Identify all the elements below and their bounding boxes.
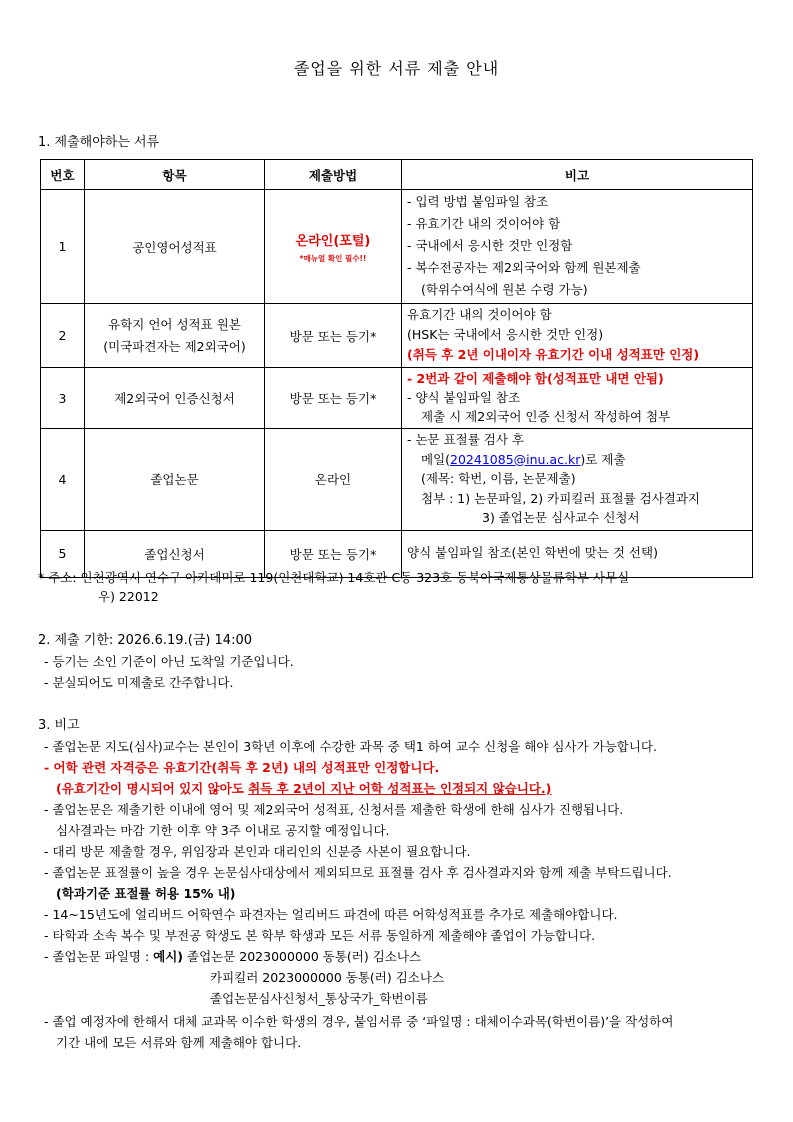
remark-part: (유효기간이 명시되어 있지 않아도 <box>56 781 249 796</box>
row-item: 졸업논문 <box>85 429 265 531</box>
note-line: (HSK는 국내에서 응시한 것만 인정) <box>407 327 604 342</box>
row-method: 온라인 <box>265 429 402 531</box>
note-line: 첨부 : 1) 논문파일, 2) 카피킬러 표절률 검사결과지 <box>421 490 701 506</box>
note-line: - 복수전공자는 제2외국어와 함께 원본제출 <box>407 260 641 275</box>
row-notes <box>402 429 753 531</box>
row-item: 공인영어성적표 <box>85 190 265 304</box>
note-line: - 논문 표절률 검사 후 <box>407 432 525 447</box>
item-line: (미국파견자는 제2외국어) <box>103 338 246 354</box>
filename-example: 카피킬러 2023000000 동통(러) 김소나스 <box>210 970 445 985</box>
row-item: 졸업신청서 <box>85 530 265 577</box>
section-3-heading: 3. 비고 <box>38 718 80 733</box>
table-row <box>41 190 753 304</box>
header-method: 제출방법 <box>265 160 402 190</box>
remark-line-bold: (학과기준 표절률 허용 15% 내) <box>56 886 236 901</box>
section-1-heading: 1. 제출해야하는 서류 <box>38 135 160 150</box>
address-line: * 주소: 인천광역시 연수구 아카데미로 119(인천대학교) 14호관 C동 323호 동북아국제통상물류학부 사무실 <box>38 570 630 585</box>
row-method: 방문 또는 등기* <box>265 530 402 577</box>
note-line: 유효기간 내의 것이어야 함 <box>407 307 552 322</box>
method-online-portal: 온라인(포털) <box>295 233 371 249</box>
row-notes <box>402 368 753 429</box>
row-notes <box>402 190 753 304</box>
documents-table <box>40 159 753 578</box>
remark-line: - 14~15년도에 얼리버드 어학연수 파견자는 얼리버드 파견에 따른 어학성적표를 추가로 제출해야합니다. <box>44 907 618 922</box>
remark-line <box>44 947 421 965</box>
example-label: 예시) <box>153 949 184 964</box>
row-number: 5 <box>41 530 85 577</box>
remark-line: - 타학과 소속 복수 및 부전공 학생도 본 학부 학생과 모든 서류 동일하게 제출해야 졸업이 가능합니다. <box>44 928 596 943</box>
remark-line-emphasis: - 어학 관련 자격증은 유효기간(취득 후 2년) 내의 성적표만 인정합니다. <box>44 760 440 775</box>
row-number: 3 <box>41 368 85 429</box>
row-method: 방문 또는 등기* <box>265 368 402 429</box>
remark-line: - 대리 방문 제출할 경우, 위임장과 본인과 대리인의 신분증 사본이 필요합니다. <box>44 844 471 859</box>
note-line: 양식 붙임파일 참조(본인 학번에 맞는 것 선택) <box>407 545 658 560</box>
deadline-note: - 등기는 소인 기준이 아닌 도착일 기준입니다. <box>44 654 294 669</box>
remark-line: 기간 내에 모든 서류와 함께 제출해야 합니다. <box>56 1035 302 1050</box>
table-header-row <box>41 160 753 190</box>
row-number: 1 <box>41 190 85 304</box>
section-2-heading: 2. 제출 기한: 2026.6.19.(금) 14:00 <box>38 633 253 648</box>
remark-line: - 졸업 예정자에 한해서 대체 교과목 이수한 학생의 경우, 붙임서류 중 ‘파일명 : 대체이수과목(학번이름)’을 작성하여 <box>44 1014 674 1029</box>
note-line-emphasis: - 2번과 같이 제출해야 함(성적표만 내면 안됨) <box>407 371 664 386</box>
note-line: 제출 시 제2외국어 인증 신청서 작성하여 첨부 <box>421 409 671 424</box>
note-line: - 양식 붙임파일 참조 <box>407 390 521 405</box>
row-number: 4 <box>41 429 85 531</box>
table-row <box>41 304 753 368</box>
remark-line: - 졸업논문 표절률이 높을 경우 논문심사대상에서 제외되므로 표절률 검사 후 검사결과지와 함께 제출 부탁드립니다. <box>44 865 672 880</box>
filename-example: 졸업논문심사신청서_통상국가_학번이름 <box>210 991 428 1006</box>
remark-line: - 졸업논문 지도(심사)교수는 본인이 3학년 이후에 수강한 과목 중 택1 하여 교수 신청을 해야 심사가 가능합니다. <box>44 739 657 754</box>
remark-part: 졸업논문 2023000000 동통(러) 김소나스 <box>183 949 422 964</box>
page-title: 졸업을 위한 서류 제출 안내 <box>293 59 500 78</box>
header-item: 항목 <box>85 160 265 190</box>
table-row <box>41 368 753 429</box>
note-line <box>407 450 748 470</box>
header-number: 번호 <box>41 160 85 190</box>
note-line: (제목: 학번, 이름, 논문제출) <box>421 471 576 486</box>
row-method <box>265 190 402 304</box>
deadline-note: - 분실되어도 미제출로 간주합니다. <box>44 675 234 690</box>
row-notes <box>402 304 753 368</box>
mail-prefix: 메일( <box>421 451 451 467</box>
row-item: 제2외국어 인증신청서 <box>85 368 265 429</box>
remark-line-emphasis <box>56 779 551 797</box>
remark-line: - 졸업논문은 제출기한 이내에 영어 및 제2외국어 성적표, 신청서를 제출한 학생에 한해 심사가 진행됩니다. <box>44 802 624 817</box>
note-line: 3) 졸업논문 심사교수 신청서 <box>482 510 640 525</box>
email-link[interactable]: 20241085@inu.ac.kr <box>450 451 581 467</box>
note-line-emphasis: (취득 후 2년 이내이자 유효기간 이내 성적표만 인정) <box>407 347 700 362</box>
remark-part: - 졸업논문 파일명 : <box>44 949 154 964</box>
header-notes: 비고 <box>402 160 753 190</box>
table-row <box>41 429 753 531</box>
postal-code: 우) 22012 <box>98 589 159 604</box>
note-line: - 국내에서 응시한 것만 인정함 <box>407 238 573 253</box>
item-line: 유학지 언어 성적표 원본 <box>108 316 241 332</box>
note-line: (학위수여식에 원본 수령 가능) <box>421 282 588 297</box>
row-number: 2 <box>41 304 85 368</box>
remark-part-underlined: 취득 후 2년이 지난 어학 성적표는 인정되지 않습니다.) <box>248 781 552 796</box>
row-method: 방문 또는 등기* <box>265 304 402 368</box>
mail-suffix: )로 제출 <box>580 451 626 467</box>
note-line: - 입력 방법 붙임파일 참조 <box>407 194 549 209</box>
remark-line: 심사결과는 마감 기한 이후 약 3주 이내로 공지할 예정입니다. <box>56 823 390 838</box>
manual-check-note: *매뉴얼 확인 필수!! <box>299 253 367 263</box>
note-line: - 유효기간 내의 것이어야 함 <box>407 216 561 231</box>
row-item <box>85 304 265 368</box>
